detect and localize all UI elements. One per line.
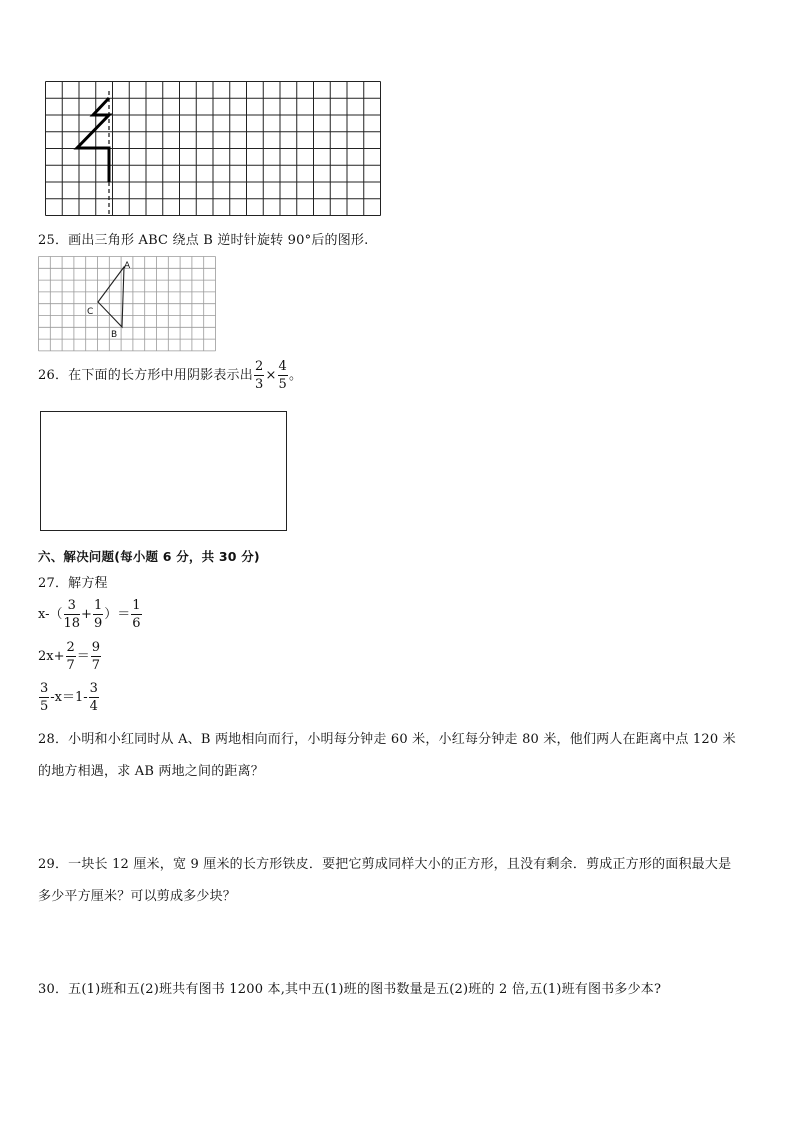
section-6-title: 六、解决问题(每小题 6 分，共 30 分) [38, 549, 260, 564]
eq3-frac-3-5 [39, 682, 49, 713]
q26-fraction-4-5 [278, 360, 288, 391]
eq1-r-den: 6 [132, 616, 141, 631]
eq3-f1-den: 5 [40, 699, 49, 714]
q24-half-shape [77, 98, 109, 182]
eq1-f2-den: 9 [93, 616, 103, 631]
eq2-frac-9-7 [91, 641, 101, 672]
eq2-f1-den: 7 [66, 658, 75, 673]
q26-fraction-2-3 [254, 360, 264, 391]
q26-frac2-num: 4 [278, 359, 288, 374]
eq2-lead: 2x+ [38, 649, 65, 664]
q26-question-text [38, 360, 302, 391]
q25-triangle-abc [98, 267, 124, 327]
eq3-r-num: 3 [89, 681, 98, 696]
q29-line-2: 多少平方厘米？可以剪成多少块？ [38, 889, 237, 904]
q26-prefix: 26．在下面的长方形中用阴影表示出 [38, 368, 253, 383]
eq1-f1-den: 18 [63, 616, 81, 631]
q27-equation-3 [38, 682, 100, 713]
q27-question-text: 27．解方程 [38, 576, 108, 591]
q26-answer-rectangle[interactable] [40, 411, 287, 531]
q25-question-text: 25．画出三角形 ABC 绕点 B 逆时针旋转 90°后的图形. [38, 233, 369, 248]
eq1-lead: x-（ [38, 607, 63, 622]
q26-times: × [265, 368, 277, 383]
eq1-plus: + [81, 607, 92, 622]
eq1-close: ）＝ [104, 607, 131, 622]
q26-suffix: 。 [289, 368, 303, 383]
q25-grid-triangle [38, 256, 218, 352]
q25-label-c: C [87, 307, 94, 317]
q27-equation-1 [38, 599, 143, 630]
eq2-r-num: 9 [91, 640, 101, 655]
q25-label-b: B [111, 330, 118, 340]
eq3-r-den: 4 [89, 699, 98, 714]
eq2-frac-2-7 [66, 641, 76, 672]
eq3-f1-num: 3 [40, 681, 49, 696]
eq1-frac-3-18 [64, 599, 81, 630]
eq1-r-num: 1 [132, 598, 141, 613]
q30-line-1: 30．五(1)班和五(2)班共有图书 1200 本,其中五(1)班的图书数量是五(2)班的 2 倍,五(1)班有图书多少本? [38, 982, 662, 997]
eq1-f1-num: 3 [64, 599, 81, 615]
eq1-frac-1-9 [93, 599, 103, 630]
eq1-f2-num: 1 [93, 598, 103, 613]
q26-frac2-den: 5 [278, 377, 288, 392]
q27-equation-2 [38, 641, 102, 672]
eq2-f1-num: 2 [66, 640, 75, 655]
q26-frac1-num: 2 [254, 359, 264, 374]
q25-label-a: A [124, 261, 131, 271]
eq1-frac-1-6 [131, 599, 141, 630]
eq3-mid: -x＝1- [50, 690, 88, 705]
q29-line-1: 29．一块长 12 厘米，宽 9 厘米的长方形铁皮．要把它剪成同样大小的正方形，且没有剩余．剪成正方形的面积最大是 [38, 857, 732, 872]
q24-grid-figure [45, 81, 382, 216]
eq2-r-den: 7 [91, 658, 101, 673]
q28-line-1: 28．小明和小红同时从 A、B 两地相向而行，小明每分钟走 60 米，小红每分钟走 80 米，他们两人在距离中点 120 米 [38, 732, 736, 747]
q26-frac1-den: 3 [254, 377, 264, 392]
q28-line-2: 的地方相遇，求 AB 两地之间的距离？ [38, 764, 265, 779]
eq2-eq: ＝ [76, 649, 90, 664]
eq3-frac-3-4 [89, 682, 99, 713]
